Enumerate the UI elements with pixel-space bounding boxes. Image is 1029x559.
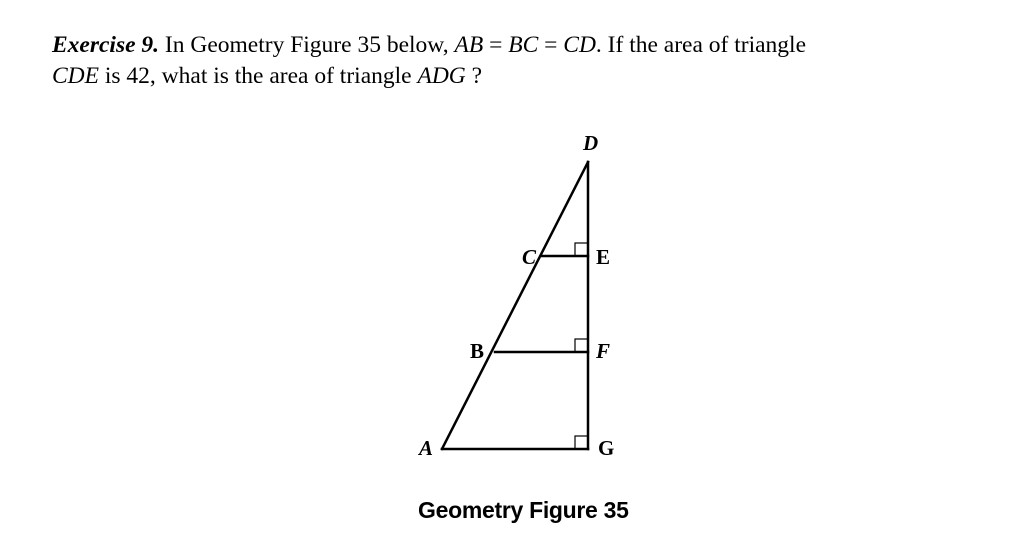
- right-angle-g: [575, 436, 588, 449]
- exercise-heading: Exercise 9.: [52, 32, 160, 58]
- label-d: D: [583, 131, 599, 155]
- figure-caption: Geometry Figure 35: [418, 497, 629, 523]
- right-angle-f: [575, 339, 588, 352]
- segment-cd: CD: [563, 32, 596, 58]
- label-f: F: [596, 339, 611, 363]
- text-part-3: is 42, what is the area of triangle: [99, 63, 418, 89]
- label-b: B: [470, 339, 485, 363]
- segment-ab: AB: [454, 32, 484, 58]
- label-c: C: [522, 245, 537, 269]
- right-angle-e: [575, 243, 588, 256]
- text-part-2: . If the area of triangle: [595, 32, 806, 58]
- segment-bc: BC: [508, 32, 539, 58]
- text-part-4: ?: [465, 63, 483, 89]
- triangle-cde: CDE: [52, 63, 99, 89]
- equals-2: =: [538, 32, 564, 58]
- label-e: E: [596, 245, 611, 269]
- triangle-adg: ADG: [417, 63, 466, 89]
- equals-1: =: [483, 32, 509, 58]
- label-g: G: [598, 436, 615, 460]
- label-a: A: [419, 436, 434, 460]
- segment-ad: [442, 162, 588, 449]
- text-part-1: In Geometry Figure 35 below,: [159, 32, 455, 58]
